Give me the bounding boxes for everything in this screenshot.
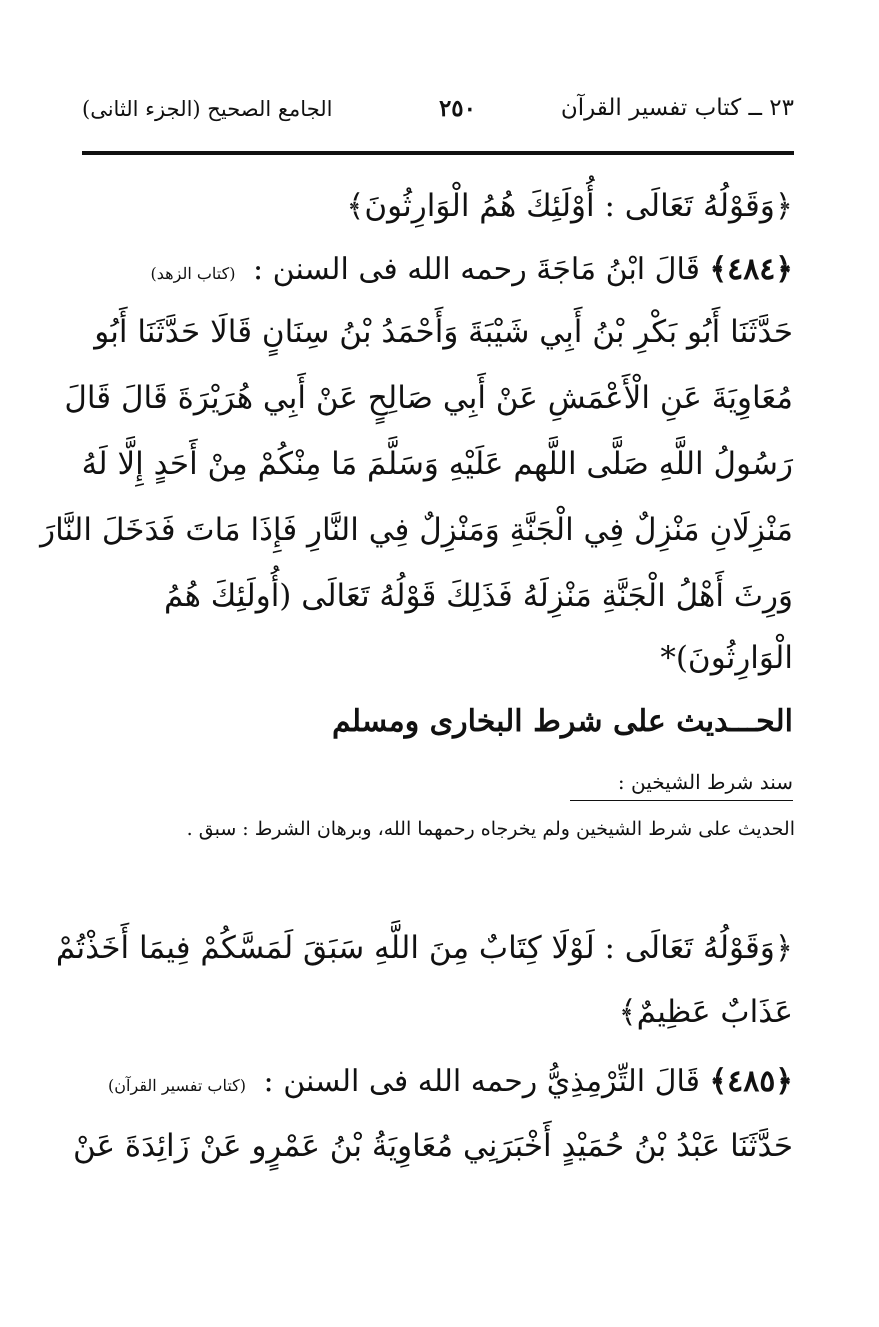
hadith-text-line: مَنْزِلَانِ مَنْزِلٌ فِي الْجَنَّةِ وَمَنْزِلٌ فِي النَّارِ فَإِذَا مَاتَ فَدَخَلَ النَّارَ — [40, 512, 793, 548]
book-title: الجامع الصحيح (الجزء الثانى) — [82, 97, 333, 121]
hadith-text-line: الْوَارِثُونَ)* — [660, 640, 793, 676]
note-label: سند شرط الشيخين : — [617, 770, 793, 794]
hadith-heading — [113, 252, 793, 287]
page-number: ٢٥٠ — [438, 95, 476, 122]
chapter-title: ٢٣ ــ كتاب تفسير القرآن — [560, 95, 794, 121]
hadith-text-line: حَدَّثَنَا أَبُو بَكْرِ بْنُ أَبِي شَيْبَةَ وَأَحْمَدُ بْنُ سِنَانٍ قَالَا حَدَّثَنَا أَبُو — [94, 314, 793, 350]
hadith-text-line: مُعَاوِيَةَ عَنِ الْأَعْمَشِ عَنْ أَبِي صَالِحٍ عَنْ أَبِي هُرَيْرَةَ قَالَ قَالَ — [64, 380, 793, 416]
note-text: الحديث على شرط الشيخين ولم يخرجاه رحمهما الله، وبرهان الشرط : سبق . — [186, 818, 795, 840]
hadith-heading — [108, 1064, 793, 1099]
hadith-text-line: حَدَّثَنَا عَبْدُ بْنُ حُمَيْدٍ أَخْبَرَنِي مُعَاوِيَةُ بْنُ عَمْرٍو عَنْ زَائِدَةَ عَنْ — [72, 1128, 793, 1164]
hadith-text-line: وَرِثَ أَهْلُ الْجَنَّةِ مَنْزِلَهُ فَذَلِكَ قَوْلُهُ تَعَالَى (أُولَئِكَ هُمُ — [163, 578, 793, 614]
hadith-source: (كتاب الزهد) — [150, 264, 236, 283]
note-underline — [570, 800, 793, 801]
hadith-intro: قَالَ التِّرْمِذِيُّ رحمه الله فى السنن : — [263, 1064, 700, 1099]
hadith-number: ﴿٤٨٥﴾ — [709, 1064, 793, 1099]
header-rule — [82, 151, 794, 155]
page-header — [82, 95, 794, 145]
hadith-number: ﴿٤٨٤﴾ — [709, 252, 793, 287]
verse-heading: ﴿وَقَوْلُهُ تَعَالَى : لَوْلَا كِتَابٌ مِنَ اللَّهِ سَبَقَ لَمَسَّكُمْ فِيمَا أَخَذْتُمْ — [55, 930, 793, 966]
hadith-grade: الحـــديث على شرط البخارى ومسلم — [331, 704, 793, 739]
hadith-source: (كتاب تفسير القرآن) — [108, 1076, 246, 1095]
hadith-intro: قَالَ ابْنُ مَاجَةَ رحمه الله فى السنن : — [253, 252, 700, 287]
hadith-text-line: رَسُولُ اللَّهِ صَلَّى اللَّهم عَلَيْهِ وَسَلَّمَ مَا مِنْكُمْ مِنْ أَحَدٍ إِلَّا لَهُ — [81, 446, 793, 482]
verse-heading-continued: عَذَابٌ عَظِيمٌ﴾ — [618, 994, 793, 1030]
verse-heading: ﴿وَقَوْلُهُ تَعَالَى : أُوْلَئِكَ هُمُ الْوَارِثُونَ﴾ — [346, 188, 793, 224]
